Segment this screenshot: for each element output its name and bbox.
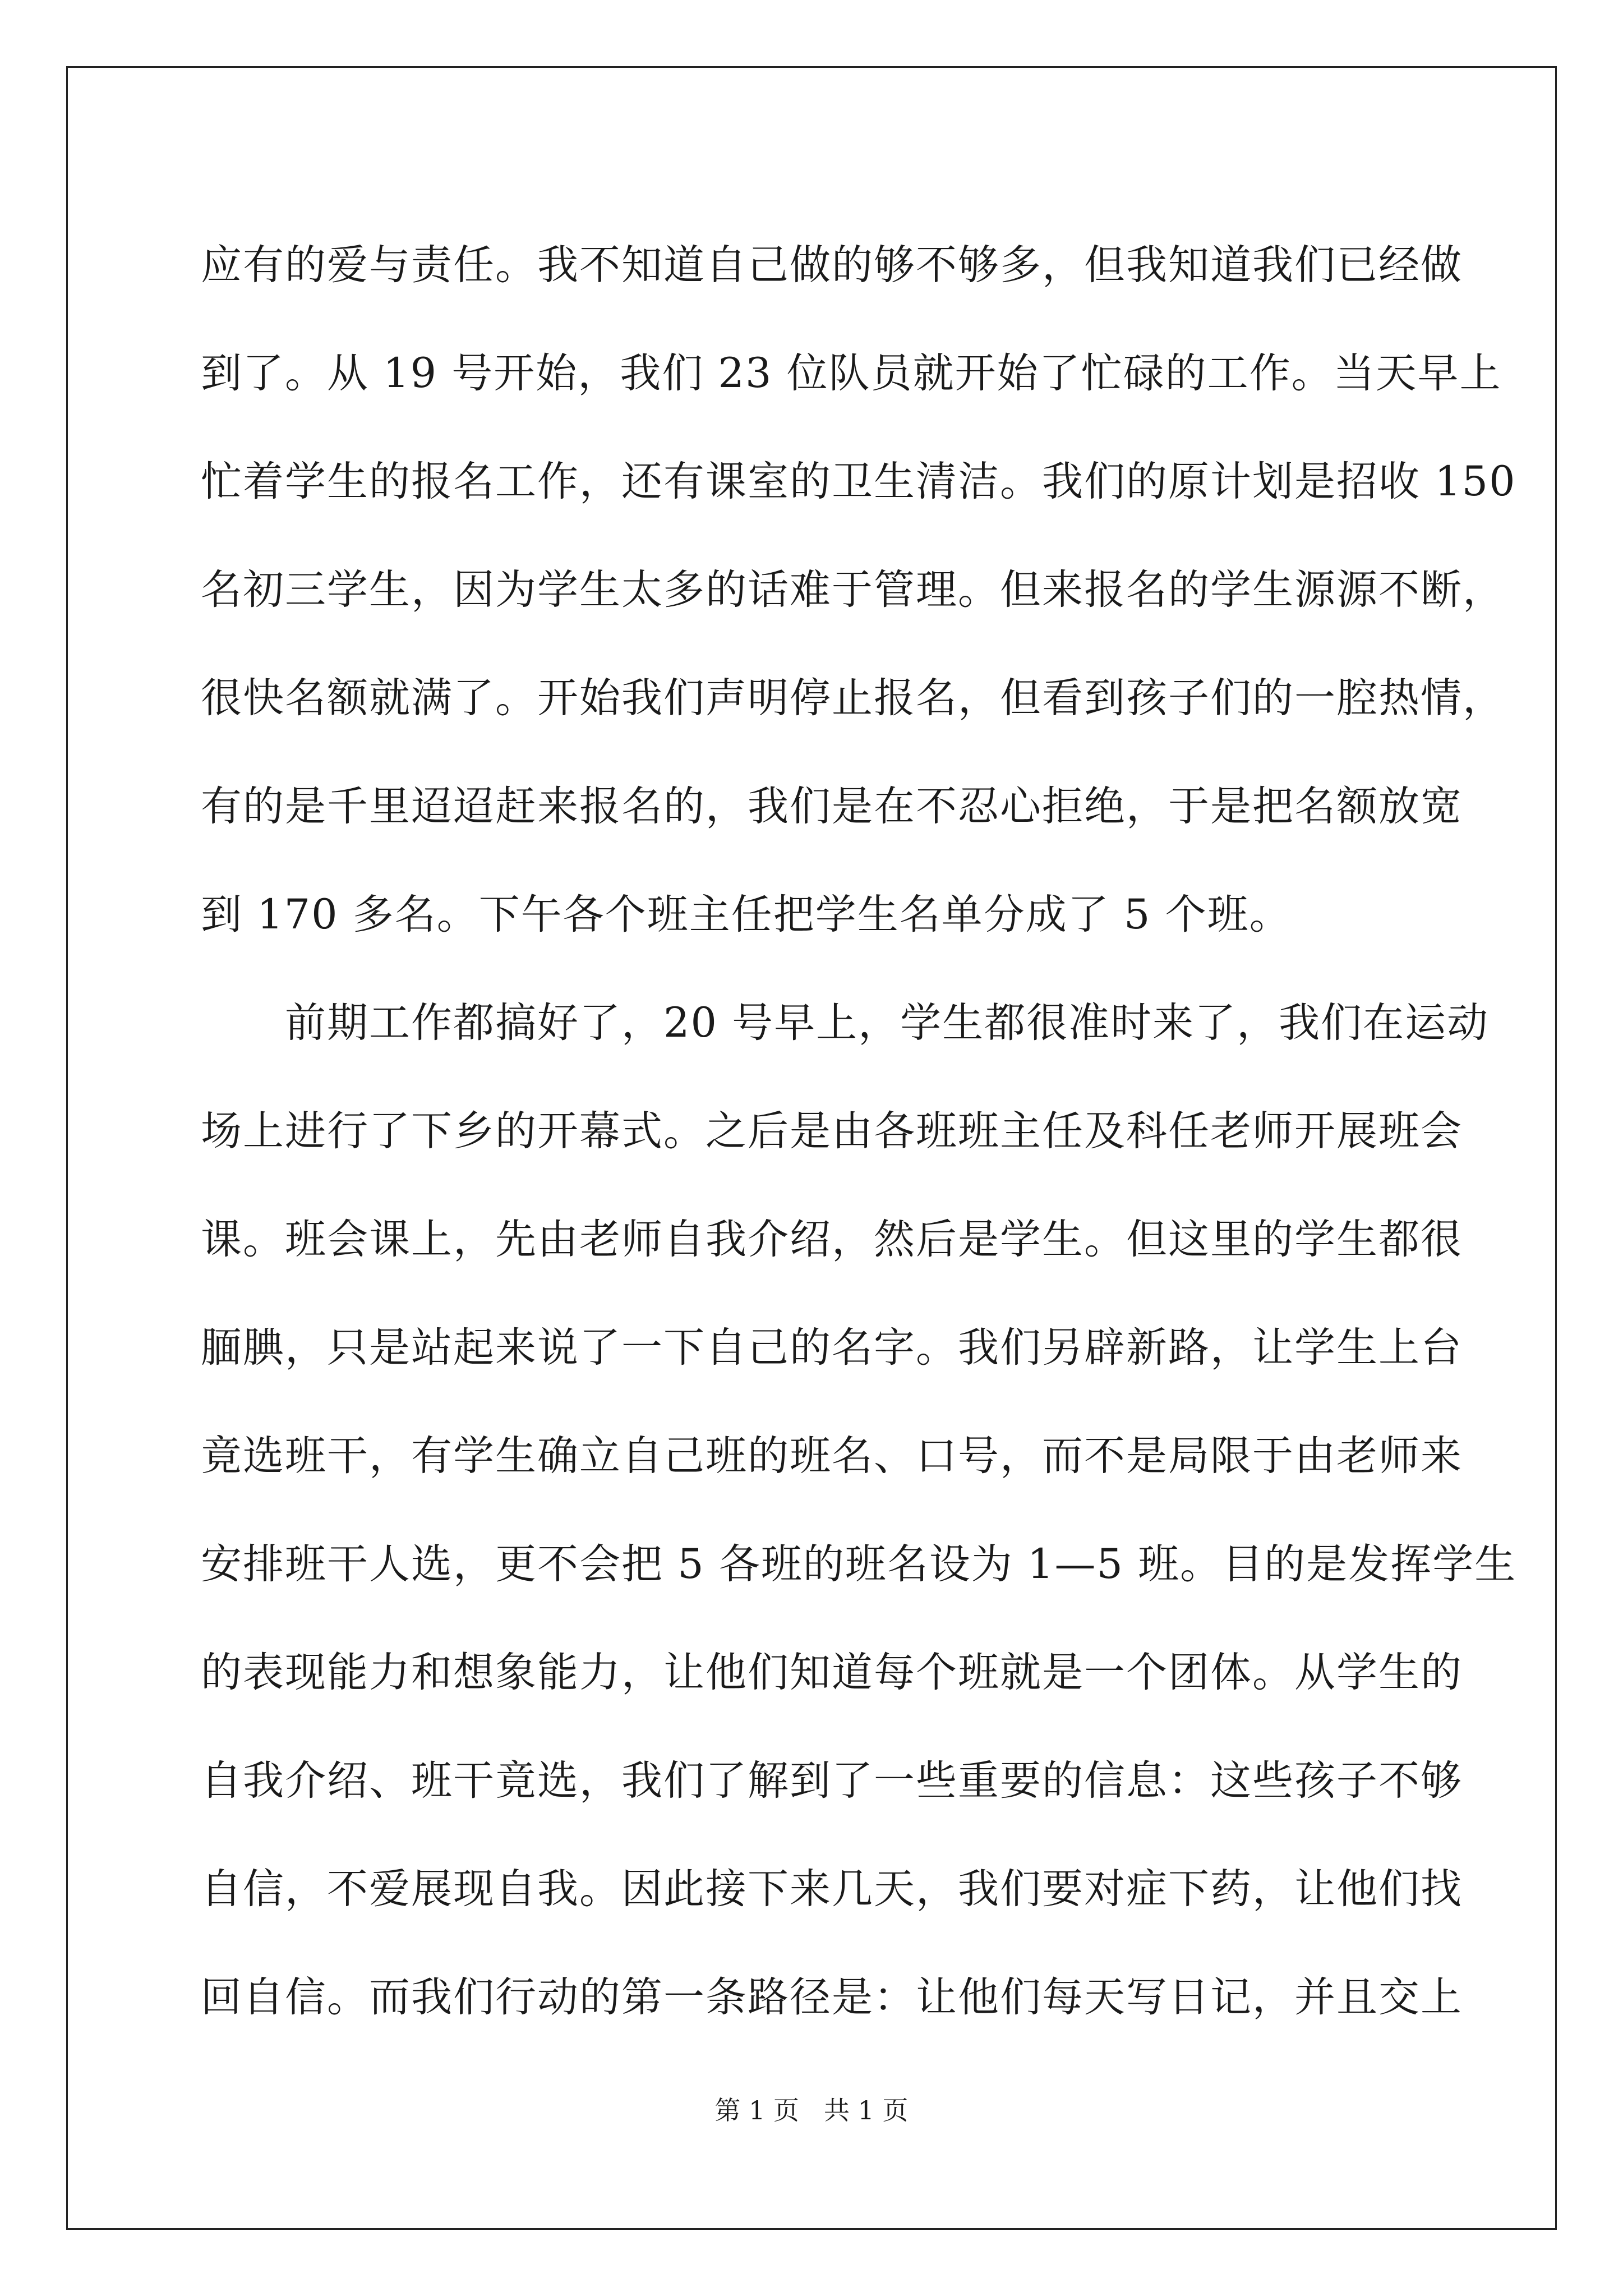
text-line: 忙着学生的报名工作，还有课室的卫生清洁。我们的原计划是招收 150 xyxy=(201,458,1516,505)
text-line: 课。班会课上，先由老师自我介绍，然后是学生。但这里的学生都很 xyxy=(201,1216,1463,1263)
text-line: 前期工作都搞好了，20 号早上，学生都很准时来了，我们在运动 xyxy=(285,999,1490,1047)
text-line: 自信，不爱展现自我。因此接下来几天，我们要对症下药，让他们找 xyxy=(201,1865,1463,1913)
text-line: 安排班干人选，更不会把 5 各班的班名设为 1—5 班。目的是发挥学生 xyxy=(201,1540,1517,1588)
text-line: 有的是千里迢迢赶来报名的，我们是在不忍心拒绝，于是把名额放宽 xyxy=(201,783,1463,830)
page-total: 共 1 页 xyxy=(823,2095,909,2125)
text-line: 自我介绍、班干竟选，我们了解到了一些重要的信息：这些孩子不够 xyxy=(201,1757,1463,1805)
footer-spacer xyxy=(799,2095,824,2125)
text-line: 到 170 多名。下午各个班主任把学生名单分成了 5 个班。 xyxy=(201,891,1292,938)
text-line: 很快名额就满了。开始我们声明停止报名，但看到孩子们的一腔热情， xyxy=(201,674,1505,722)
paragraph-1 xyxy=(201,211,1516,969)
document-body xyxy=(201,211,1517,2051)
text-line: 竟选班干，有学生确立自己班的班名、口号，而不是局限于由老师来 xyxy=(201,1432,1463,1480)
text-line: 场上进行了下乡的开幕式。之后是由各班班主任及科任老师开展班会 xyxy=(201,1107,1463,1155)
text-line: 腼腆，只是站起来说了一下自己的名字。我们另辟新路，让学生上台 xyxy=(201,1324,1463,1372)
paragraph-2 xyxy=(201,969,1517,2051)
page-number: 第 1 页 xyxy=(714,2095,800,2125)
text-line: 的表现能力和想象能力，让他们知道每个班就是一个团体。从学生的 xyxy=(201,1649,1463,1696)
text-line: 到了。从 19 号开始，我们 23 位队员就开始了忙碌的工作。当天早上 xyxy=(201,349,1502,397)
text-line: 名初三学生，因为学生太多的话难于管理。但来报名的学生源源不断， xyxy=(201,566,1505,614)
text-line: 应有的爱与责任。我不知道自己做的够不够多，但我知道我们已经做 xyxy=(201,241,1463,289)
text-line: 回自信。而我们行动的第一条路径是：让他们每天写日记，并且交上 xyxy=(201,1973,1463,2021)
page-footer xyxy=(0,2093,1623,2127)
